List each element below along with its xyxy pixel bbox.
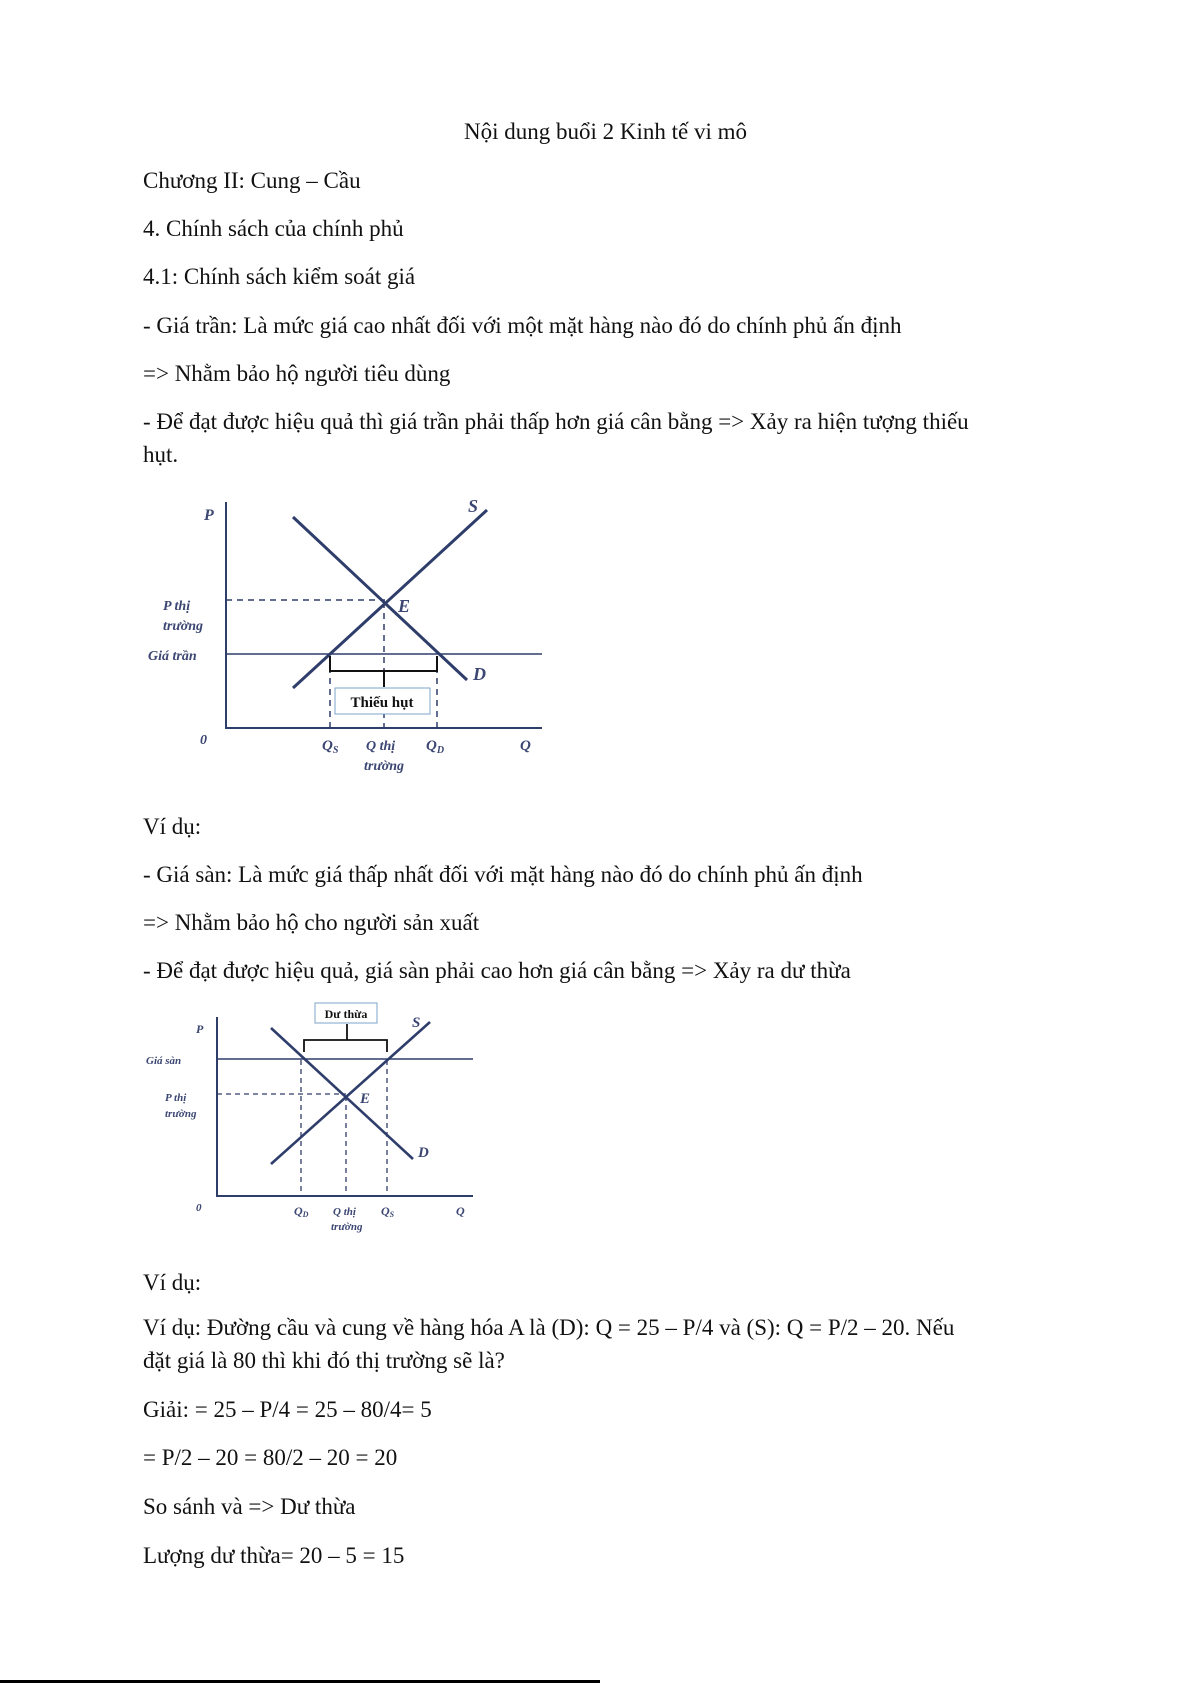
p-axis-label: P — [196, 1022, 204, 1036]
supply-curve — [271, 1022, 430, 1164]
supply-label: S — [468, 496, 479, 516]
paragraph: => Nhằm bảo hộ người tiêu dùng — [143, 361, 451, 386]
chapter-heading: Chương II: Cung – Cầu — [143, 168, 361, 193]
equilibrium-label: E — [398, 596, 411, 616]
floor-label: Giá sàn — [146, 1055, 182, 1067]
paragraph: Giải: = 25 – P/4 = 25 – 80/4= 5 — [143, 1397, 432, 1422]
q-market-label: Q thị — [333, 1206, 356, 1218]
price-ceiling-diagram — [130, 480, 580, 800]
demand-label: D — [473, 664, 486, 684]
paragraph: = P/2 – 20 = 80/2 – 20 = 20 — [143, 1445, 398, 1470]
p-market-label-2: trường — [163, 619, 204, 634]
demand-curve — [293, 517, 467, 680]
supply-curve — [293, 510, 487, 688]
ceiling-label: Giá trần — [148, 649, 197, 664]
q-market-label: Q thị — [366, 739, 396, 754]
qd-label: $Q_D$ — [426, 738, 445, 756]
p-market-label: P thị — [163, 599, 191, 614]
paragraph: - Để đạt được hiệu quả thì giá trần phải thấp hơn giá cân bằng => Xảy ra hiện tượng thiếu — [143, 409, 969, 434]
paragraph: - Để đạt được hiệu quả, giá sàn phải cao hơn giá cân bằng => Xảy ra dư thừa — [143, 958, 851, 983]
equilibrium-label: E — [360, 1091, 371, 1107]
q-market-label-2: trường — [364, 759, 405, 774]
paragraph: - Giá sàn: Là mức giá thấp nhất đối với mặt hàng nào đó do chính phủ ấn định — [143, 862, 863, 887]
qs-label: $Q_S$ — [322, 738, 339, 756]
p-market-label-2: trường — [165, 1108, 197, 1120]
surplus-bracket — [304, 1024, 387, 1052]
paragraph: Ví dụ: Đường cầu và cung về hàng hóa A là (D): Q = 25 – P/4 và (S): Q = P/2 – 20. Nếu — [143, 1315, 955, 1340]
paragraph: - Giá trần: Là mức giá cao nhất đối với một mặt hàng nào đó do chính phủ ấn định — [143, 313, 902, 338]
shortage-label: Thiếu hụt — [350, 695, 414, 711]
paragraph: đặt giá là 80 thì khi đó thị trường sẽ là? — [143, 1348, 505, 1373]
example-label: Ví dụ: — [143, 1270, 202, 1295]
paragraph: So sánh và => Dư thừa — [143, 1494, 356, 1519]
q-axis-label: Q — [520, 738, 531, 754]
subsection-heading: 4.1: Chính sách kiểm soát giá — [143, 264, 416, 289]
demand-label: D — [418, 1145, 429, 1161]
p-market-label: P thị — [165, 1092, 187, 1104]
paragraph: Lượng dư thừa= 20 – 5 = 15 — [143, 1543, 405, 1568]
example-label: Ví dụ: — [143, 814, 202, 839]
origin-label: 0 — [200, 733, 207, 748]
price-floor-diagram — [130, 990, 510, 1240]
q-axis-label: Q — [456, 1204, 465, 1218]
page-bottom-rule — [0, 1680, 600, 1683]
surplus-label: Dư thừa — [324, 1007, 368, 1021]
paragraph: hụt. — [143, 442, 179, 467]
qd-label: QD — [294, 1204, 309, 1219]
supply-label: S — [412, 1015, 421, 1031]
p-axis-label: P — [204, 507, 214, 524]
page-title: Nội dung buổi 2 Kinh tế vi mô — [463, 119, 748, 144]
axes — [217, 1017, 473, 1196]
qs-label: QS — [381, 1204, 395, 1219]
section-heading: 4. Chính sách của chính phủ — [143, 216, 404, 241]
q-market-label-2: trường — [331, 1221, 363, 1233]
paragraph: => Nhằm bảo hộ cho người sản xuất — [143, 910, 480, 935]
origin-label: 0 — [196, 1202, 202, 1214]
